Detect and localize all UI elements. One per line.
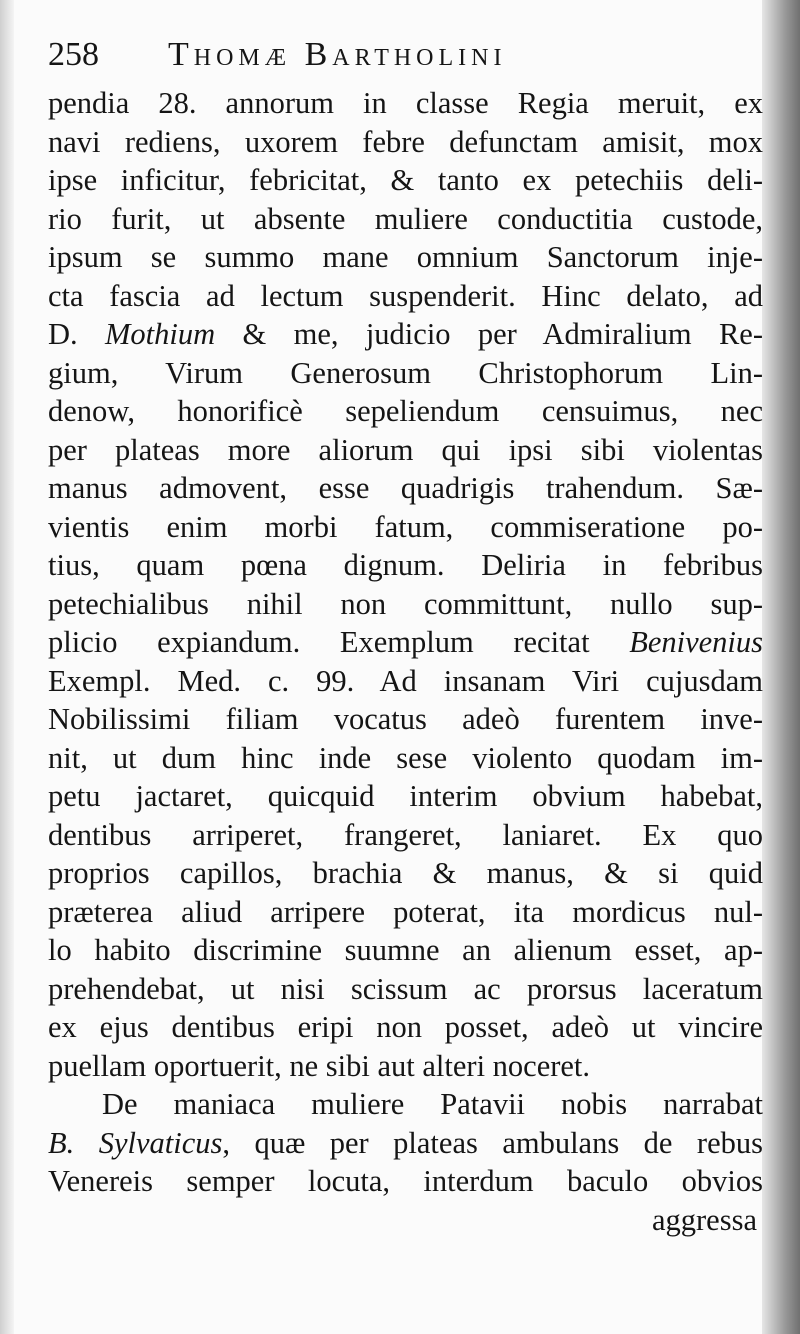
text-run: D. [48, 317, 106, 351]
text-line: Venereis semper locuta, interdum baculo obvios [48, 1164, 763, 1198]
text-run: & me, judicio per Admiralium Re- [215, 317, 763, 351]
text-line: lo habito discrimine suumne an alienum esset, ap- [48, 933, 763, 967]
text-line: proprios capillos, brachia & manus, & si quid [48, 856, 763, 890]
text-line: pendia 28. annorum in classe Regia meruit, ex [48, 86, 763, 120]
text-line: rio furit, ut absente muliere conductitia custode, [48, 201, 763, 236]
text-line: præterea aliud arripere poterat, ita mordicus nul- [48, 894, 763, 929]
running-head: Thomæ Bartholini [168, 36, 507, 73]
text-line [48, 315, 763, 354]
text-line: navi rediens, uxorem febre defunctam amisit, mox [48, 124, 763, 159]
text-run: plicio expiandum. Exemplum recitat [48, 625, 630, 659]
text-line: prehendebat, ut nisi scissum ac prorsus laceratum [48, 971, 763, 1006]
text-line [48, 623, 763, 662]
text-line: ipsum se summo mane omnium Sanctorum inje- [48, 240, 763, 274]
page-number: 258 [48, 36, 99, 73]
text-line: gium, Virum Generosum Christophorum Lin- [48, 355, 763, 390]
text-line: vientis enim morbi fatum, commiseratione po- [48, 509, 763, 544]
text-line: dentibus arriperet, frangeret, laniaret. Ex quo [48, 817, 763, 852]
text-line: per plateas more aliorum qui ipsi sibi violentas [48, 432, 763, 467]
page-right-edge [762, 0, 800, 1334]
text-line: puellam oportuerit, ne sibi aut alteri noceret. [48, 1048, 591, 1083]
text-line [48, 1124, 763, 1163]
text-block [48, 26, 763, 1239]
text-run: , quæ per plateas ambulans de rebus [222, 1125, 763, 1160]
text-line: petechialibus nihil non committunt, nullo sup- [48, 586, 763, 621]
text-line: ipse inficitur, febricitat, & tanto ex petechiis deli- [48, 163, 763, 197]
text-line: denow, honorificè sepeliendum censuimus, nec [48, 394, 763, 428]
text-line: cta fascia ad lectum suspenderit. Hinc delato, ad [48, 278, 763, 313]
text-line: nit, ut dum hinc inde sese violento quodam im- [48, 740, 763, 775]
text-line: tius, quam pœna dignum. Deliria in febribus [48, 548, 763, 582]
text-line: manus admovent, esse quadrigis trahendum. Sæ- [48, 471, 763, 505]
paragraph-start-line: De maniaca muliere Patavii nobis narrabat [102, 1087, 763, 1121]
text-line: Nobilissimi filiam vocatus adeò furentem inve- [48, 702, 763, 736]
italic-name-benivenius: Benivenius [629, 625, 763, 659]
text-line: ex ejus dentibus eripi non posset, adeò ut vincire [48, 1010, 763, 1044]
page-left-shadow [0, 0, 14, 1334]
catchword: aggressa [651, 1202, 757, 1237]
italic-name-sylvaticus: B. Sylvaticus [48, 1125, 223, 1160]
page-header [48, 26, 763, 84]
text-line: Exempl. Med. c. 99. Ad insanam Viri cujusdam [48, 663, 763, 698]
italic-name-mothium: Mothium [105, 317, 216, 351]
text-line: petu jactaret, quicquid interim obvium habebat, [48, 779, 763, 813]
